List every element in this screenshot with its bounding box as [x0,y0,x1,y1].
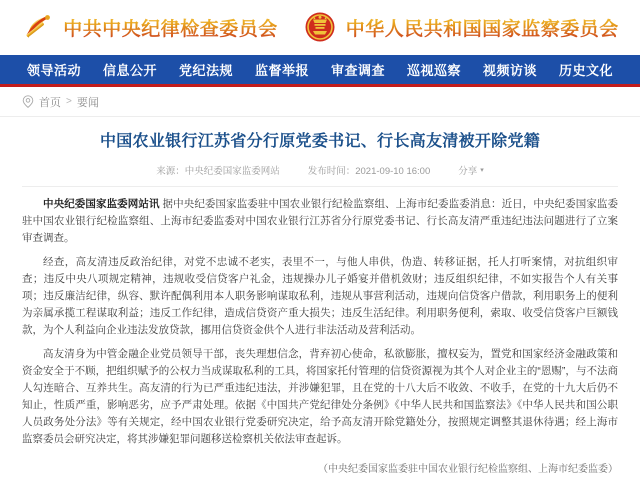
breadcrumb-current: 要闻 [76,96,99,109]
article-paragraph: 经查，高友清违反政治纪律，对党不忠诚不老实，表里不一，与他人串供，伪造、转移证据，托人打听案情，对抗组织审查；违反中央八项规定精神，违规收受信贷客户礼金，违规操办儿子婚宴并借机敛财；违反组织纪律，不如实报告个人有关事项；违反廉洁纪律，纵容、默许配偶利用本人职务影响谋取私利，违规从事营利活动，违规向信贷客户借款，利用职务上的便利为亲属承揽工程谋取利益；违反工作纪律，造成信贷资产重大损失；违反生活纪律。利用职务便利，索取、收受信贷客户巨额钱款，为个人利益向企业违法发放贷款，挪用信贷资金供个人进行非法活动及营利活动。 [22,256,618,337]
brand-nsc-label: 中华人民共和国国家监察委员会 [346,14,619,41]
article-dateline: 中央纪委国家监委网站讯 [43,198,160,211]
nav-item-party-regulations[interactable]: 党纪法规 [178,63,233,78]
article [0,117,640,478]
location-pin-icon [22,95,34,108]
nav-item-video-interviews[interactable]: 视频访谈 [483,63,538,78]
article-paragraph [22,196,618,247]
brand-ccdi[interactable] [21,11,278,45]
nav-item-supervision-reports[interactable]: 监督举报 [254,63,309,78]
article-body [22,187,618,448]
article-signature: （中央纪委国家监委驻中国农业银行纪检监察组、上海市纪委监委） [318,464,618,476]
nav-item-information-disclosure[interactable]: 信息公开 [102,63,157,78]
chevron-down-icon: ▾ [480,166,484,174]
page-title: 中国农业银行江苏省分行原党委书记、行长高友清被开除党籍 [99,133,541,150]
national-emblem-icon [304,11,338,45]
article-meta [22,163,618,187]
primary-navigation [0,55,640,87]
nav-item-inspections[interactable]: 巡视巡察 [407,63,462,78]
nav-item-history-culture[interactable]: 历史文化 [559,63,614,78]
article-publish-time: 发布时间：2021-09-10 16:00 [307,166,431,178]
breadcrumb [0,87,640,117]
breadcrumb-home[interactable]: 首页 [39,96,61,109]
share-label: 分享 [458,166,478,178]
hammer-and-sickle-icon [21,11,55,45]
nav-item-investigations[interactable]: 审查调查 [331,63,386,78]
nav-item-leader-activities[interactable]: 领导活动 [26,63,81,78]
brand-nsc[interactable] [304,11,619,45]
site-masthead [0,0,640,55]
brand-ccdi-label: 中共中央纪律检查委员会 [63,14,278,41]
article-paragraph: 高友清身为中管金融企业党员领导干部，丧失理想信念，背弃初心使命，私欲膨胀，擅权妄为，置党和国家经济金融政策和资金安全于不顾，把组织赋予的公权力当成谋取私利的工具，将国家托付管理的信贷资源视为其个人对企业主的“恩赐”，与不法商人勾连暗合、互养共生。高友清的行为已严重违纪违法，并涉嫌犯罪，且在党的十八大后不收敛、不收手，在党的十九大后仍不知止，性质严重，影响恶劣，应予严肃处理。依据《中国共产党纪律处分条例》《中华人民共和国监察法》《中华人民共和国公职人员政务处分法》等有关规定，经中国农业银行党委研究决定，给予高友清开除党籍处分，按照规定调整其退休待遇；经上海市监察委员会研究决定，将其涉嫌犯罪问题移送检察机关依法审查起诉。 [22,348,618,446]
article-paragraph-text: 据中央纪委国家监委驻中国农业银行纪检监察组、上海市纪委监委消息：近日，中央纪委国家监委驻中国农业银行纪检监察组、上海市纪委监委对中国农业银行江苏省分行原党委书记、行长高友清严重违纪违法问题进行了立案审查调查。 [22,198,619,245]
article-source: 来源：中央纪委国家监委网站 [156,166,280,178]
breadcrumb-separator: > [66,96,72,107]
share-button[interactable] [458,163,484,177]
